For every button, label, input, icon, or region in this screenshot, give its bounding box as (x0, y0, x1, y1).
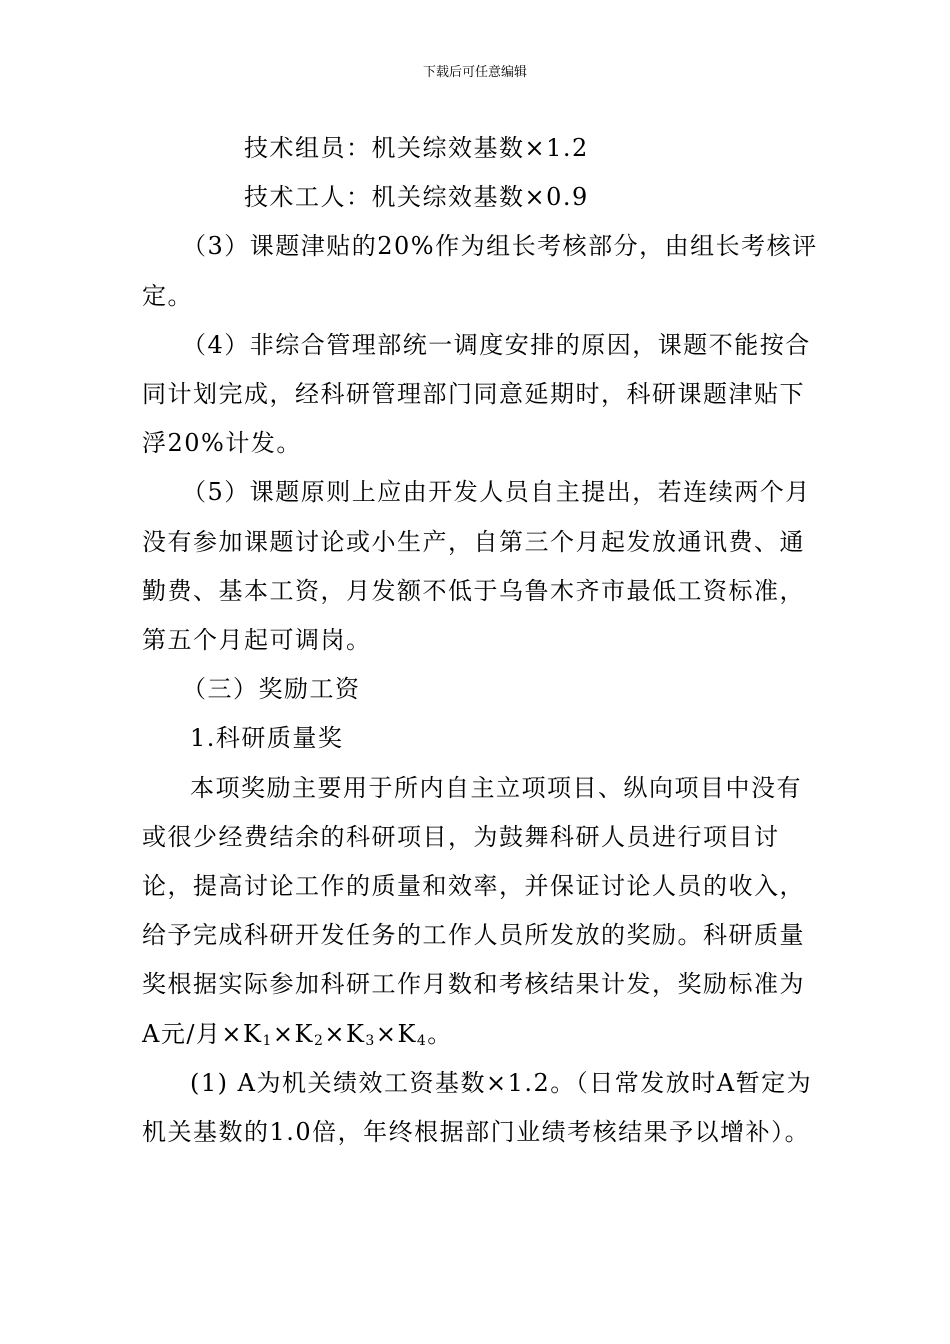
formula-times-1: × (221, 1019, 244, 1048)
formula-k4-sub: 4 (416, 1032, 428, 1049)
formula-times-4: × (375, 1019, 398, 1048)
tech-member-line: 技术组员：机关综效基数×1.2 (244, 134, 589, 162)
section-3-heading: （三）奖励工资 (182, 675, 361, 704)
item-5-paragraph: （5）课题原则上应由开发人员自主提出，若连续两个月没有参加课题讨论或小生产，自第三个月起发放通讯费、通勤费、基本工资，月发额不低于乌鲁木齐市最低工资标准，第五个月起可调岗。 (142, 478, 811, 655)
formula-k4: K (397, 1019, 417, 1048)
main-paragraph (142, 764, 822, 1059)
document-body (142, 124, 822, 1157)
item-a-paragraph: (1) A为机关绩效工资基数×1.2。（日常发放时A暂定为机关基数的1.0倍，年终根据部门业绩考核结果予以增补）。 (142, 1068, 813, 1147)
formula-times-3: × (324, 1019, 346, 1048)
formula-times-2: × (272, 1019, 295, 1048)
formula-k3-sub: 3 (365, 1032, 376, 1049)
page-header: 下载后可任意编辑 (422, 65, 527, 80)
item-3-paragraph: （3）课题津贴的20%作为组长考核部分，由组长考核评定。 (142, 232, 818, 310)
formula-k1-sub: 1 (262, 1032, 273, 1049)
tech-worker-line: 技术工人：机关综效基数×0.9 (244, 183, 589, 212)
formula-k2: K (294, 1019, 314, 1048)
formula-k1: K (243, 1019, 263, 1048)
item-4-paragraph: （4）非综合管理部统一调度安排的原因，课题不能按合同计划完成，经科研管理部门同意延期时，科研课题津贴下浮20%计发。 (142, 330, 811, 458)
subsection-1-heading: 1.科研质量奖 (190, 724, 344, 753)
main-paragraph-text: 本项奖励主要用于所内自主立项项目、纵向项目中没有或很少经费结余的科研项目，为鼓舞科研人员进行项目讨论，提高讨论工作的质量和效率，并保证讨论人员的收入，给予完成科研开发任务的工作人员所发放的奖励。科研质量奖根据实际参加科研工作月数和考核结果计发，奖励标准为A元/月 (142, 773, 805, 1048)
formula-end: 。 (427, 1019, 453, 1048)
formula-k3: K (345, 1019, 366, 1048)
formula-k2-sub: 2 (313, 1032, 325, 1049)
